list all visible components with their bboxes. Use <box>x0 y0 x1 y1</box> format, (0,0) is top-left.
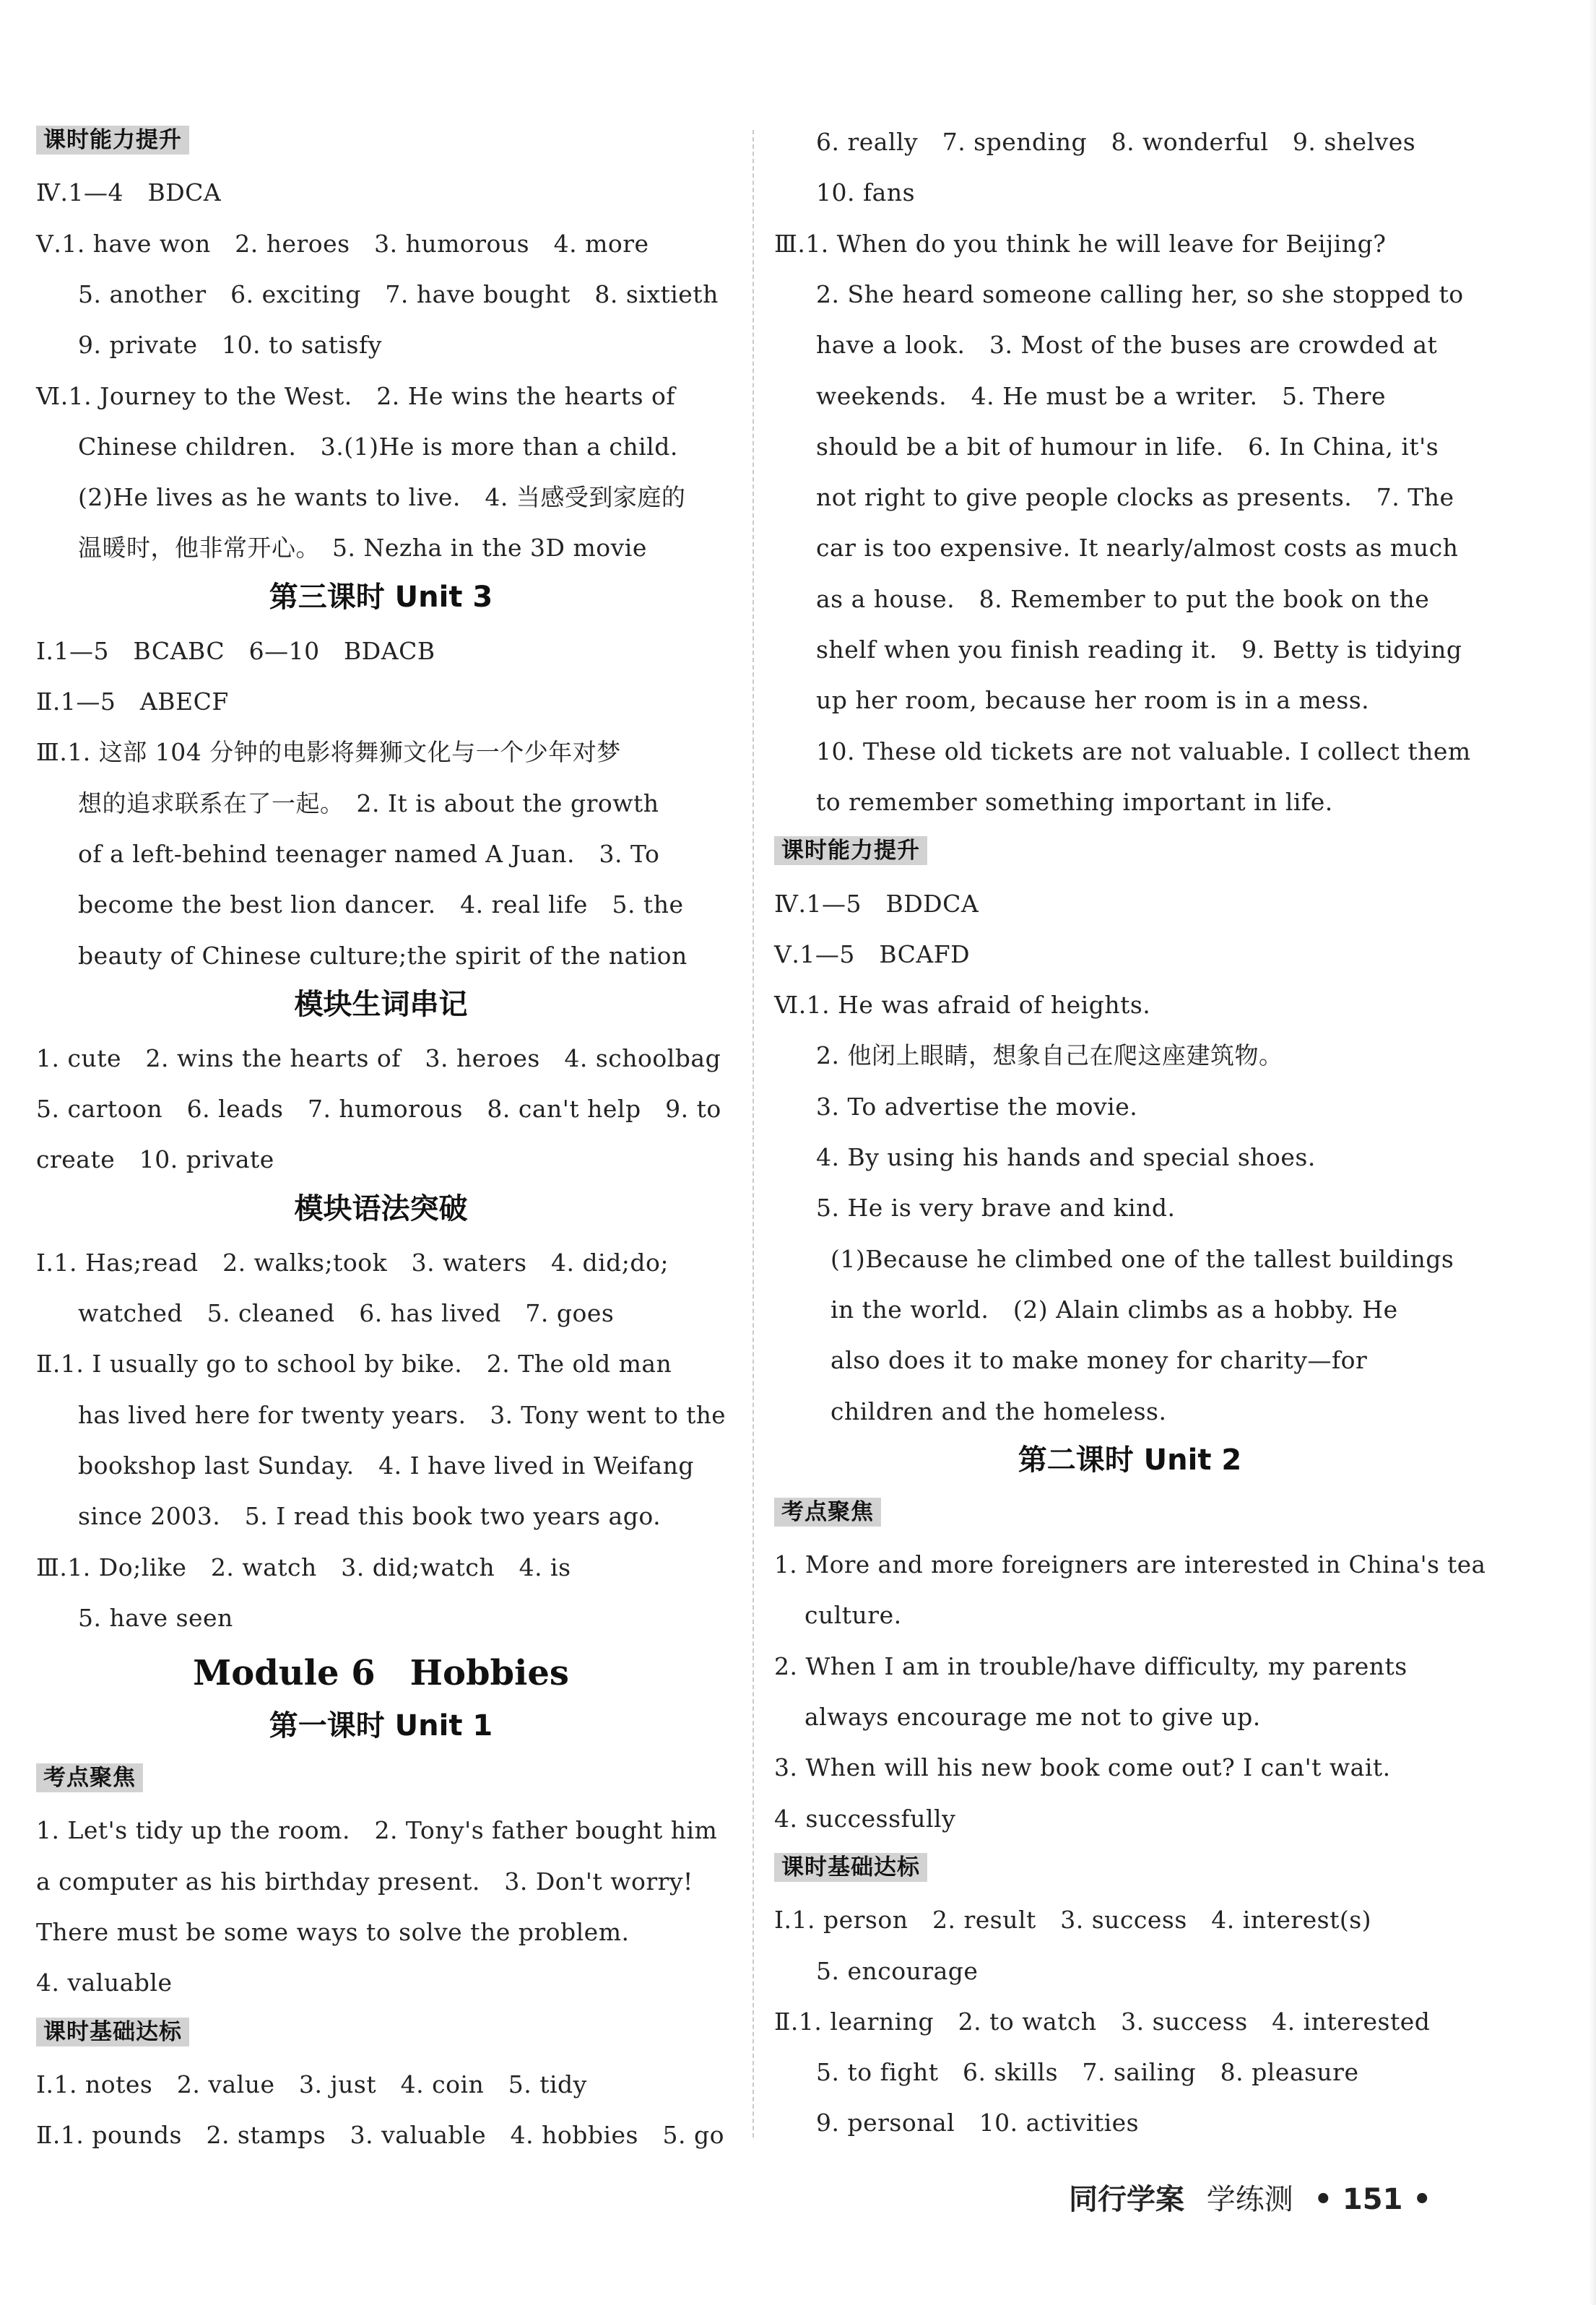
answer-line: has lived here for twenty years. 3. Tony went to the <box>78 1400 727 1429</box>
page-footer <box>1069 2179 1431 2220</box>
answer-line: car is too expensive. It nearly/almost costs as much <box>816 534 1459 563</box>
answer-line: 9. private 10. to satisfy <box>78 331 382 360</box>
answer-line: as a house. 8. Remember to put the book on the <box>816 584 1430 613</box>
answer-line: not right to give people clocks as presents. 7. The <box>816 483 1454 512</box>
answer-line: Ⅰ.1. person 2. result 3. success 4. interest(s) <box>774 1906 1372 1935</box>
answer-line: 4. By using his hands and special shoes. <box>816 1143 1316 1171</box>
answer-line: become the best lion dancer. 4. real life 5. the <box>78 890 684 919</box>
answer-line: 5. encourage <box>816 1956 979 1985</box>
answer-line: have a look. 3. Most of the buses are crowded at <box>816 331 1438 360</box>
answer-line: 10. fans <box>816 178 916 207</box>
answer-line: 温暖时，他非常开心。 5. Nezha in the 3D movie <box>78 534 647 563</box>
answer-line: to remember something important in life. <box>816 787 1333 816</box>
answer-line: of a left-behind teenager named A Juan. 3. To <box>78 839 660 868</box>
answer-line: shelf when you finish reading it. 9. Betty is tidying <box>816 635 1462 664</box>
answer-line: 5. cartoon 6. leads 7. humorous 8. can't help 9. to <box>36 1095 721 1124</box>
answer-line: 1. More and more foreigners are interested in China's tea <box>774 1550 1486 1579</box>
answer-line: 4. valuable <box>36 1968 173 1997</box>
page-number: • 151 • <box>1314 2183 1431 2216</box>
answer-line: 2. She heard someone calling her, so she stopped to <box>816 279 1464 308</box>
section-tag: 课时基础达标 <box>774 1853 927 1882</box>
answer-line: Ⅱ.1. learning 2. to watch 3. success 4. interested <box>774 2007 1431 2036</box>
section-tag: 考点聚焦 <box>36 1763 143 1792</box>
answer-line: up her room, because her room is in a mess. <box>816 686 1370 715</box>
answer-line: a computer as his birthday present. 3. Don't worry! <box>36 1867 693 1896</box>
answer-line: watched 5. cleaned 6. has lived 7. goes <box>78 1299 615 1327</box>
answer-line: Ⅱ.1—5 ABECF <box>36 687 229 716</box>
answer-line: 5. another 6. exciting 7. have bought 8. sixtieth <box>78 279 719 308</box>
answer-line: 2. 他闭上眼睛，想象自己在爬这座建筑物。 <box>816 1041 1283 1070</box>
answer-line: beauty of Chinese culture;the spirit of the nation <box>78 941 688 970</box>
column-divider <box>753 130 754 2137</box>
answer-line: 4. successfully <box>774 1804 956 1833</box>
answer-line: Ⅵ.1. Journey to the West. 2. He wins the hearts of <box>36 381 676 410</box>
answer-line: 3. When will his new book come out? I can't wait. <box>774 1753 1391 1782</box>
lesson-heading: 第三课时 Unit 3 <box>269 580 493 614</box>
section-tag: 课时能力提升 <box>36 126 189 155</box>
answer-line: 5. He is very brave and kind. <box>816 1194 1176 1223</box>
answer-line: children and the homeless. <box>830 1397 1167 1425</box>
answer-line: Ⅳ.1—5 BDDCA <box>774 889 979 918</box>
answer-line: also does it to make money for charity—for <box>830 1346 1368 1375</box>
lesson-heading: 第二课时 Unit 2 <box>1018 1443 1242 1477</box>
answer-line: Ⅲ.1. 这部 104 分钟的电影将舞狮文化与一个少年对梦 <box>36 738 621 767</box>
answer-line: Ⅴ.1. have won 2. heroes 3. humorous 4. more <box>36 229 649 258</box>
footer-subtitle: 学练测 <box>1206 2183 1293 2216</box>
answer-line: Ⅵ.1. He was afraid of heights. <box>774 991 1151 1020</box>
answer-line: bookshop last Sunday. 4. I have lived in Weifang <box>78 1451 694 1480</box>
answer-line: (2)He lives as he wants to live. 4. 当感受到家庭的 <box>78 483 686 512</box>
answer-line: (1)Because he climbed one of the tallest buildings <box>830 1244 1454 1273</box>
answer-line: Ⅰ.1. notes 2. value 3. just 4. coin 5. tidy <box>36 2070 587 2098</box>
answer-line: Ⅰ.1—5 BCABC 6—10 BDACB <box>36 636 435 665</box>
answer-line: always encourage me not to give up. <box>804 1703 1261 1731</box>
answer-line: Ⅳ.1—4 BDCA <box>36 178 222 207</box>
answer-line: 6. really 7. spending 8. wonderful 9. shelves <box>816 128 1416 156</box>
answer-line: should be a bit of humour in life. 6. In China, it's <box>816 432 1439 461</box>
answer-line: 1. cute 2. wins the hearts of 3. heroes 4. schoolbag <box>36 1043 721 1072</box>
answer-line: since 2003. 5. I read this book two years ago. <box>78 1502 662 1531</box>
answer-line: 想的追求联系在了一起。 2. It is about the growth <box>78 789 659 817</box>
section-tag: 考点聚焦 <box>774 1498 881 1527</box>
answer-line: culture. <box>804 1601 902 1630</box>
answer-line: Ⅱ.1. pounds 2. stamps 3. valuable 4. hobbies 5. go <box>36 2121 724 2150</box>
footer-brand: 同行学案 <box>1069 2183 1184 2216</box>
module-title: Module 6 Hobbies <box>193 1653 569 1694</box>
answer-line: weekends. 4. He must be a writer. 5. There <box>816 381 1387 410</box>
answer-line: 1. Let's tidy up the room. 2. Tony's father bought him <box>36 1816 718 1845</box>
answer-line: 10. These old tickets are not valuable. I collect them <box>816 737 1471 765</box>
answer-line: Ⅱ.1. I usually go to school by bike. 2. The old man <box>36 1350 672 1379</box>
answer-line: 5. to fight 6. skills 7. sailing 8. pleasure <box>816 2058 1359 2087</box>
answer-line: 5. have seen <box>78 1603 233 1632</box>
answer-line: Chinese children. 3.(1)He is more than a child. <box>78 432 678 461</box>
answer-line: Ⅰ.1. Has;read 2. walks;took 3. waters 4. did;do; <box>36 1248 669 1277</box>
answer-line: Ⅲ.1. When do you think he will leave for Beijing? <box>774 229 1387 258</box>
section-tag: 课时基础达标 <box>36 2018 189 2046</box>
answer-line: Ⅲ.1. Do;like 2. watch 3. did;watch 4. is <box>36 1553 571 1581</box>
answer-line: 3. To advertise the movie. <box>816 1092 1138 1121</box>
answer-line: in the world. (2) Alain climbs as a hobby. He <box>830 1295 1398 1324</box>
answer-line: create 10. private <box>36 1145 274 1174</box>
section-tag: 课时能力提升 <box>774 836 927 865</box>
answer-line: There must be some ways to solve the problem. <box>36 1918 630 1946</box>
answer-line: 2. When I am in trouble/have difficulty, my parents <box>774 1651 1408 1680</box>
lesson-heading: 模块生词串记 <box>294 987 468 1021</box>
answer-line: 9. personal 10. activities <box>816 2109 1140 2137</box>
lesson-heading: 第一课时 Unit 1 <box>269 1709 493 1743</box>
answer-line: Ⅴ.1—5 BCAFD <box>774 939 971 968</box>
lesson-heading: 模块语法突破 <box>294 1191 468 1225</box>
page-edge-shadow <box>1589 0 1596 2305</box>
